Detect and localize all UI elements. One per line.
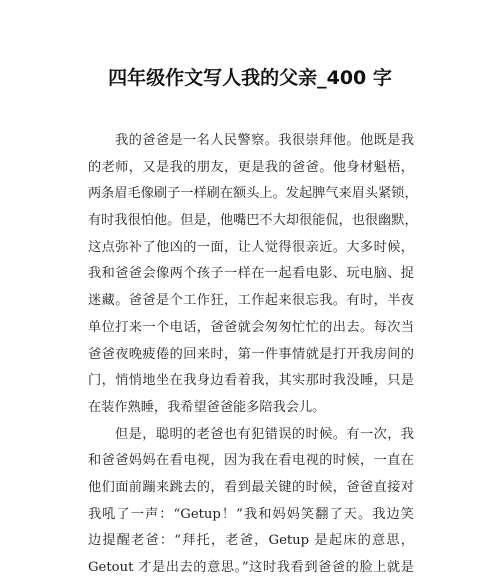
document-body [88,128,418,582]
paragraph-line: 门，悄悄地坐在我身边看着我，其实那时我没睡，只是 [88,373,414,389]
paragraph-line: 爸爸夜晚疲倦的回来时，第一件事情就是打开我房间的 [88,346,414,362]
paragraph-line: 但是，聪明的老爸也有犯错误的时候。有一次，我 [115,426,414,442]
paragraph-2 [88,422,414,582]
paragraph-line: 这点弥补了他凶的一面，让人觉得很亲近。大多时候， [88,239,414,255]
paragraph-line: 两条眉毛像刷子一样刷在额头上。发起脾气来眉头紧锁， [88,186,418,202]
paragraph-line: 我吼了一声：“Getup！”我和妈妈笑翻了天。我边笑 [88,506,414,522]
paragraph-line: 我的爸爸是一名人民警察。我很崇拜他。他既是我 [115,133,414,148]
paragraph-line: 单位打来一个电话，爸爸就会匆匆忙忙的出去。每次当 [88,319,414,335]
paragraph-line: 边提醒老爸：“拜托，老爸，Getup 是起床的意思， [88,533,414,549]
paragraph-line: 迷藏。爸爸是个工作狂，工作起来很忘我。有时，半夜 [88,293,414,309]
paragraph-line: 在装作熟睡，我希望爸爸能多陪我会儿。 [88,399,326,415]
paragraph-line: 有时我很怕他。但是，他嘴巴不大却很能侃，也很幽默， [88,213,418,229]
paragraph-line: 和爸爸妈妈在看电视，因为我在看电视的时候，一直在 [88,453,414,469]
document-title: 四年级作文写人我的父亲_400 字 [108,67,392,89]
paragraph-line: 我和爸爸会像两个孩子一样在一起看电影、玩电脑、捉 [88,266,414,282]
paragraph-line: 的老师，又是我的朋友，更是我的爸爸。他身材魁梧， [88,159,414,175]
paragraph-line: Getout 才是出去的意思。”这时我看到爸爸的脸上就是 [88,560,414,575]
paragraph-1 [88,128,418,422]
paragraph-line: 他们面前蹦来跳去的，看到最关键的时候，爸爸直接对 [88,479,414,495]
